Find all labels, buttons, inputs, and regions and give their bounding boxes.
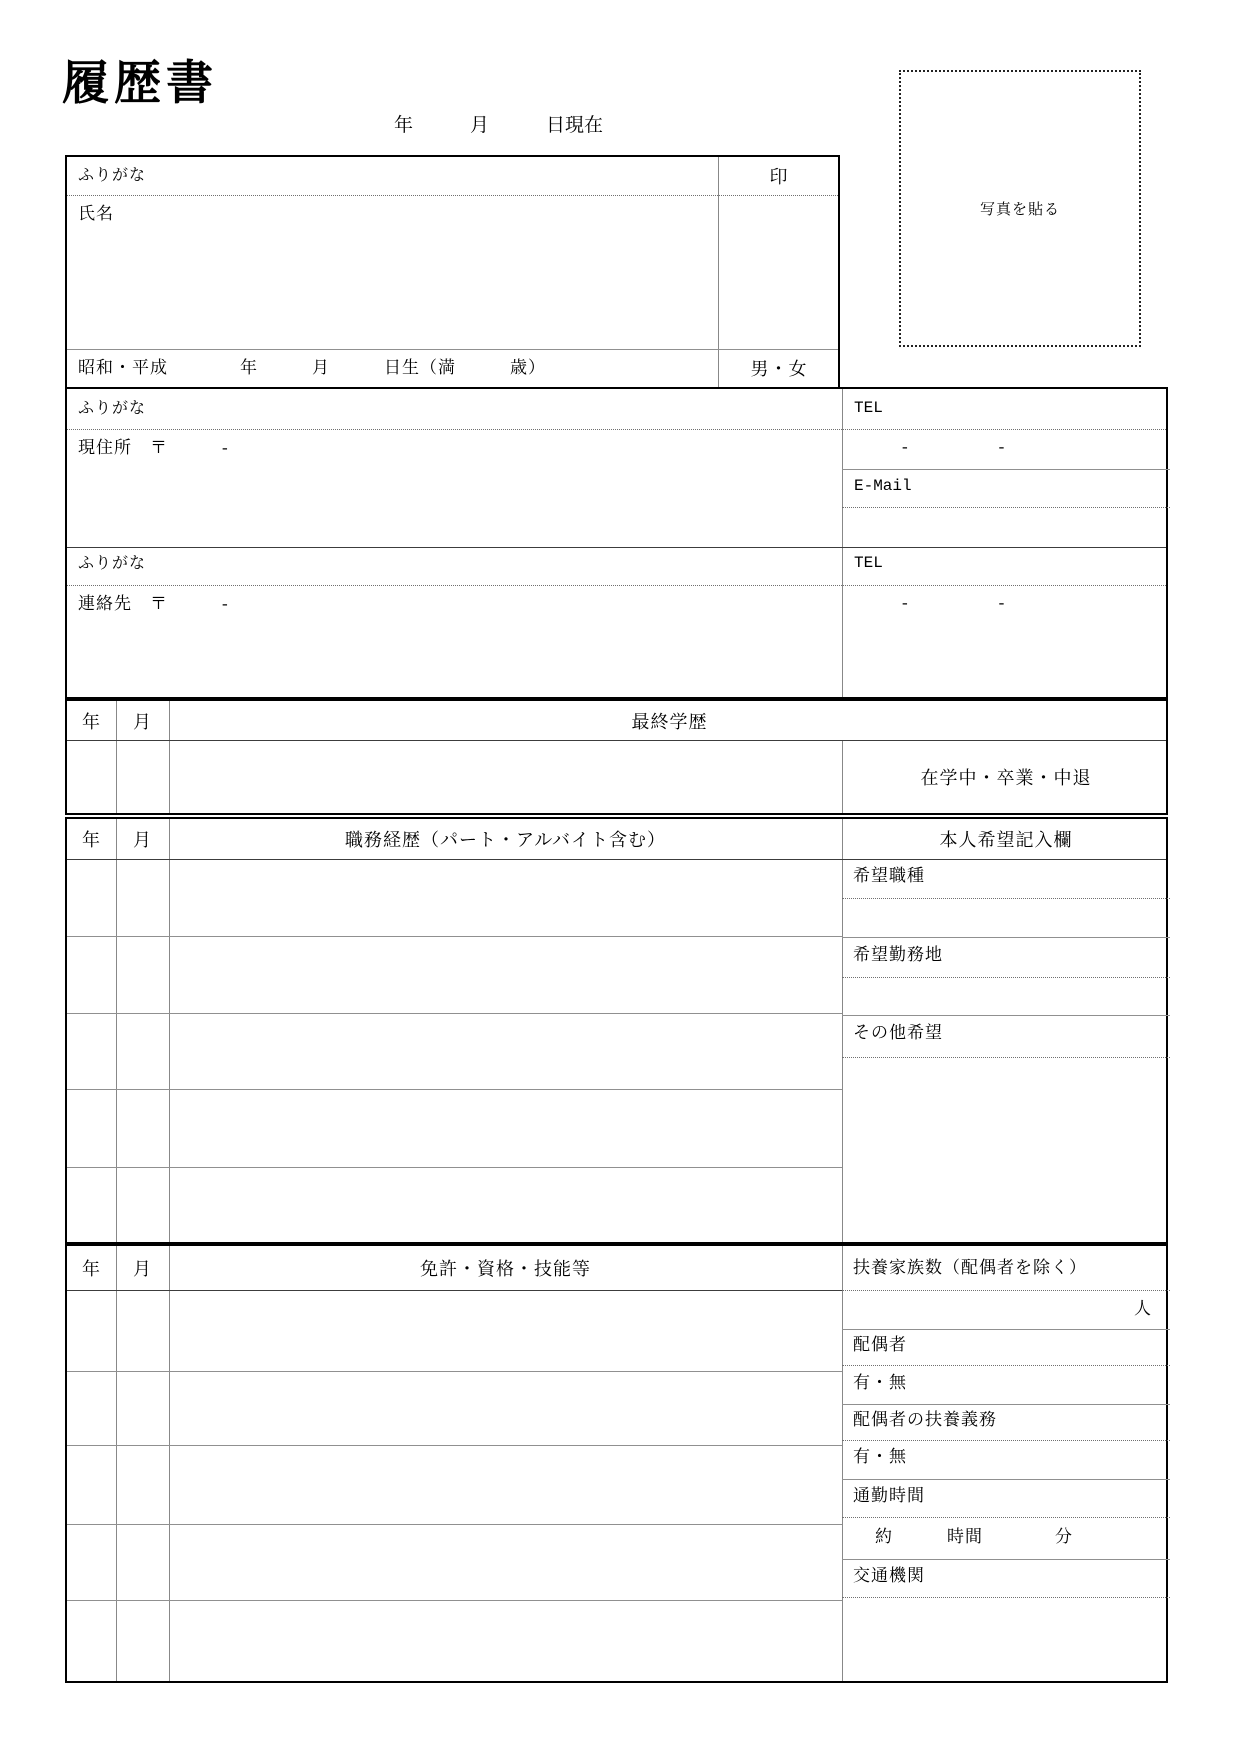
commute-line: 約 時間 分 (875, 1527, 1073, 1546)
transport-label: 交通機関 (853, 1566, 925, 1585)
address-line: 現住所 〒 - (78, 438, 229, 457)
dependents-count-divider (842, 1329, 1170, 1330)
work-history-table (65, 817, 1168, 1244)
month-column-divider (169, 819, 170, 1242)
year-column-divider (116, 819, 117, 1242)
work-row-divider (67, 936, 842, 937)
tel-label: TEL (854, 399, 883, 417)
name-table (65, 155, 840, 389)
wish-column-header: 本人希望記入欄 (939, 830, 1073, 850)
work-row-divider (67, 1013, 842, 1014)
commute-value-divider (842, 1559, 1170, 1560)
commute-label: 通勤時間 (853, 1486, 925, 1505)
license-row-divider (67, 1524, 842, 1525)
page-title: 履歴書 (62, 58, 218, 110)
dependents-header-divider (842, 1290, 1170, 1291)
license-row-divider (67, 1445, 842, 1446)
address-furigana-label: ふりがな (78, 400, 147, 417)
spouse-support-label-divider (842, 1440, 1170, 1441)
spouse-support-label: 配偶者の扶養義務 (853, 1410, 997, 1429)
spouse-support-options: 有・無 (853, 1447, 907, 1466)
wish-other-divider (842, 1057, 1170, 1058)
birth-date-line: 昭和・平成 年 月 日生（満 歳） (78, 358, 546, 377)
address-furigana-divider (67, 429, 1166, 430)
commute-label-divider (842, 1517, 1170, 1518)
dependents-header: 扶養家族数（配偶者を除く） (853, 1258, 1087, 1277)
address-contact-divider (67, 547, 1166, 548)
tel-column-divider (842, 389, 843, 697)
wish-location-label: 希望勤務地 (853, 945, 943, 964)
license-table (65, 1244, 1168, 1683)
furigana-label: ふりがな (78, 167, 147, 184)
spouse-support-value-divider (842, 1479, 1170, 1480)
gender-options: 男・女 (750, 359, 808, 379)
current-date-line: 年 月 日現在 (394, 115, 604, 136)
work-history-header: 職務経歴（パート・アルバイト含む） (344, 830, 667, 850)
photo-box (899, 70, 1141, 347)
month-column-divider (169, 1246, 170, 1681)
year-column-divider (116, 1246, 117, 1681)
work-header-divider (67, 859, 1166, 860)
transport-label-divider (842, 1597, 1170, 1598)
photo-label: 写真を貼る (979, 202, 1060, 218)
work-month-header: 月 (133, 830, 152, 850)
wish-row-divider (842, 937, 1170, 938)
wish-job-divider (842, 898, 1170, 899)
dependents-column-divider (842, 1246, 843, 1681)
license-row-divider (67, 1371, 842, 1372)
dependents-unit-label: 人 (1134, 1299, 1152, 1318)
work-row-divider (67, 1167, 842, 1168)
contact-tel-label: TEL (854, 554, 883, 572)
work-row-divider (67, 1089, 842, 1090)
email-row-divider (842, 507, 1170, 508)
education-status-options: 在学中・卒業・中退 (920, 767, 1092, 788)
spouse-options: 有・無 (853, 1373, 907, 1392)
seal-label: 印 (769, 167, 789, 187)
address-table (65, 387, 1168, 699)
contact-line: 連絡先 〒 - (78, 594, 229, 613)
spouse-label: 配偶者 (853, 1335, 907, 1354)
contact-furigana-label: ふりがな (78, 555, 147, 572)
license-header-divider (67, 1290, 842, 1291)
tel-value-divider (842, 469, 1170, 470)
license-year-header: 年 (82, 1259, 101, 1279)
wish-job-label: 希望職種 (853, 866, 925, 885)
license-header: 免許・資格・技能等 (420, 1259, 591, 1279)
wish-other-label: その他希望 (853, 1023, 943, 1042)
spouse-label-divider (842, 1365, 1170, 1366)
wish-location-divider (842, 977, 1170, 978)
education-table (65, 699, 1168, 815)
education-year-header: 年 (82, 711, 101, 732)
wish-row-divider (842, 1015, 1170, 1016)
spouse-value-divider (842, 1404, 1170, 1405)
wish-column-divider (842, 819, 843, 1242)
name-label: 氏名 (78, 204, 114, 223)
education-header: 最終学歴 (631, 711, 708, 732)
contact-furigana-divider (67, 585, 1166, 586)
email-label: E-Mail (854, 477, 912, 495)
furigana-row-divider (67, 195, 838, 196)
contact-tel-value-line: - - (902, 593, 1006, 612)
license-row-divider (67, 1600, 842, 1601)
education-month-header: 月 (133, 711, 152, 732)
license-month-header: 月 (133, 1259, 152, 1279)
work-year-header: 年 (82, 830, 101, 850)
tel-value-line: - - (902, 437, 1006, 456)
